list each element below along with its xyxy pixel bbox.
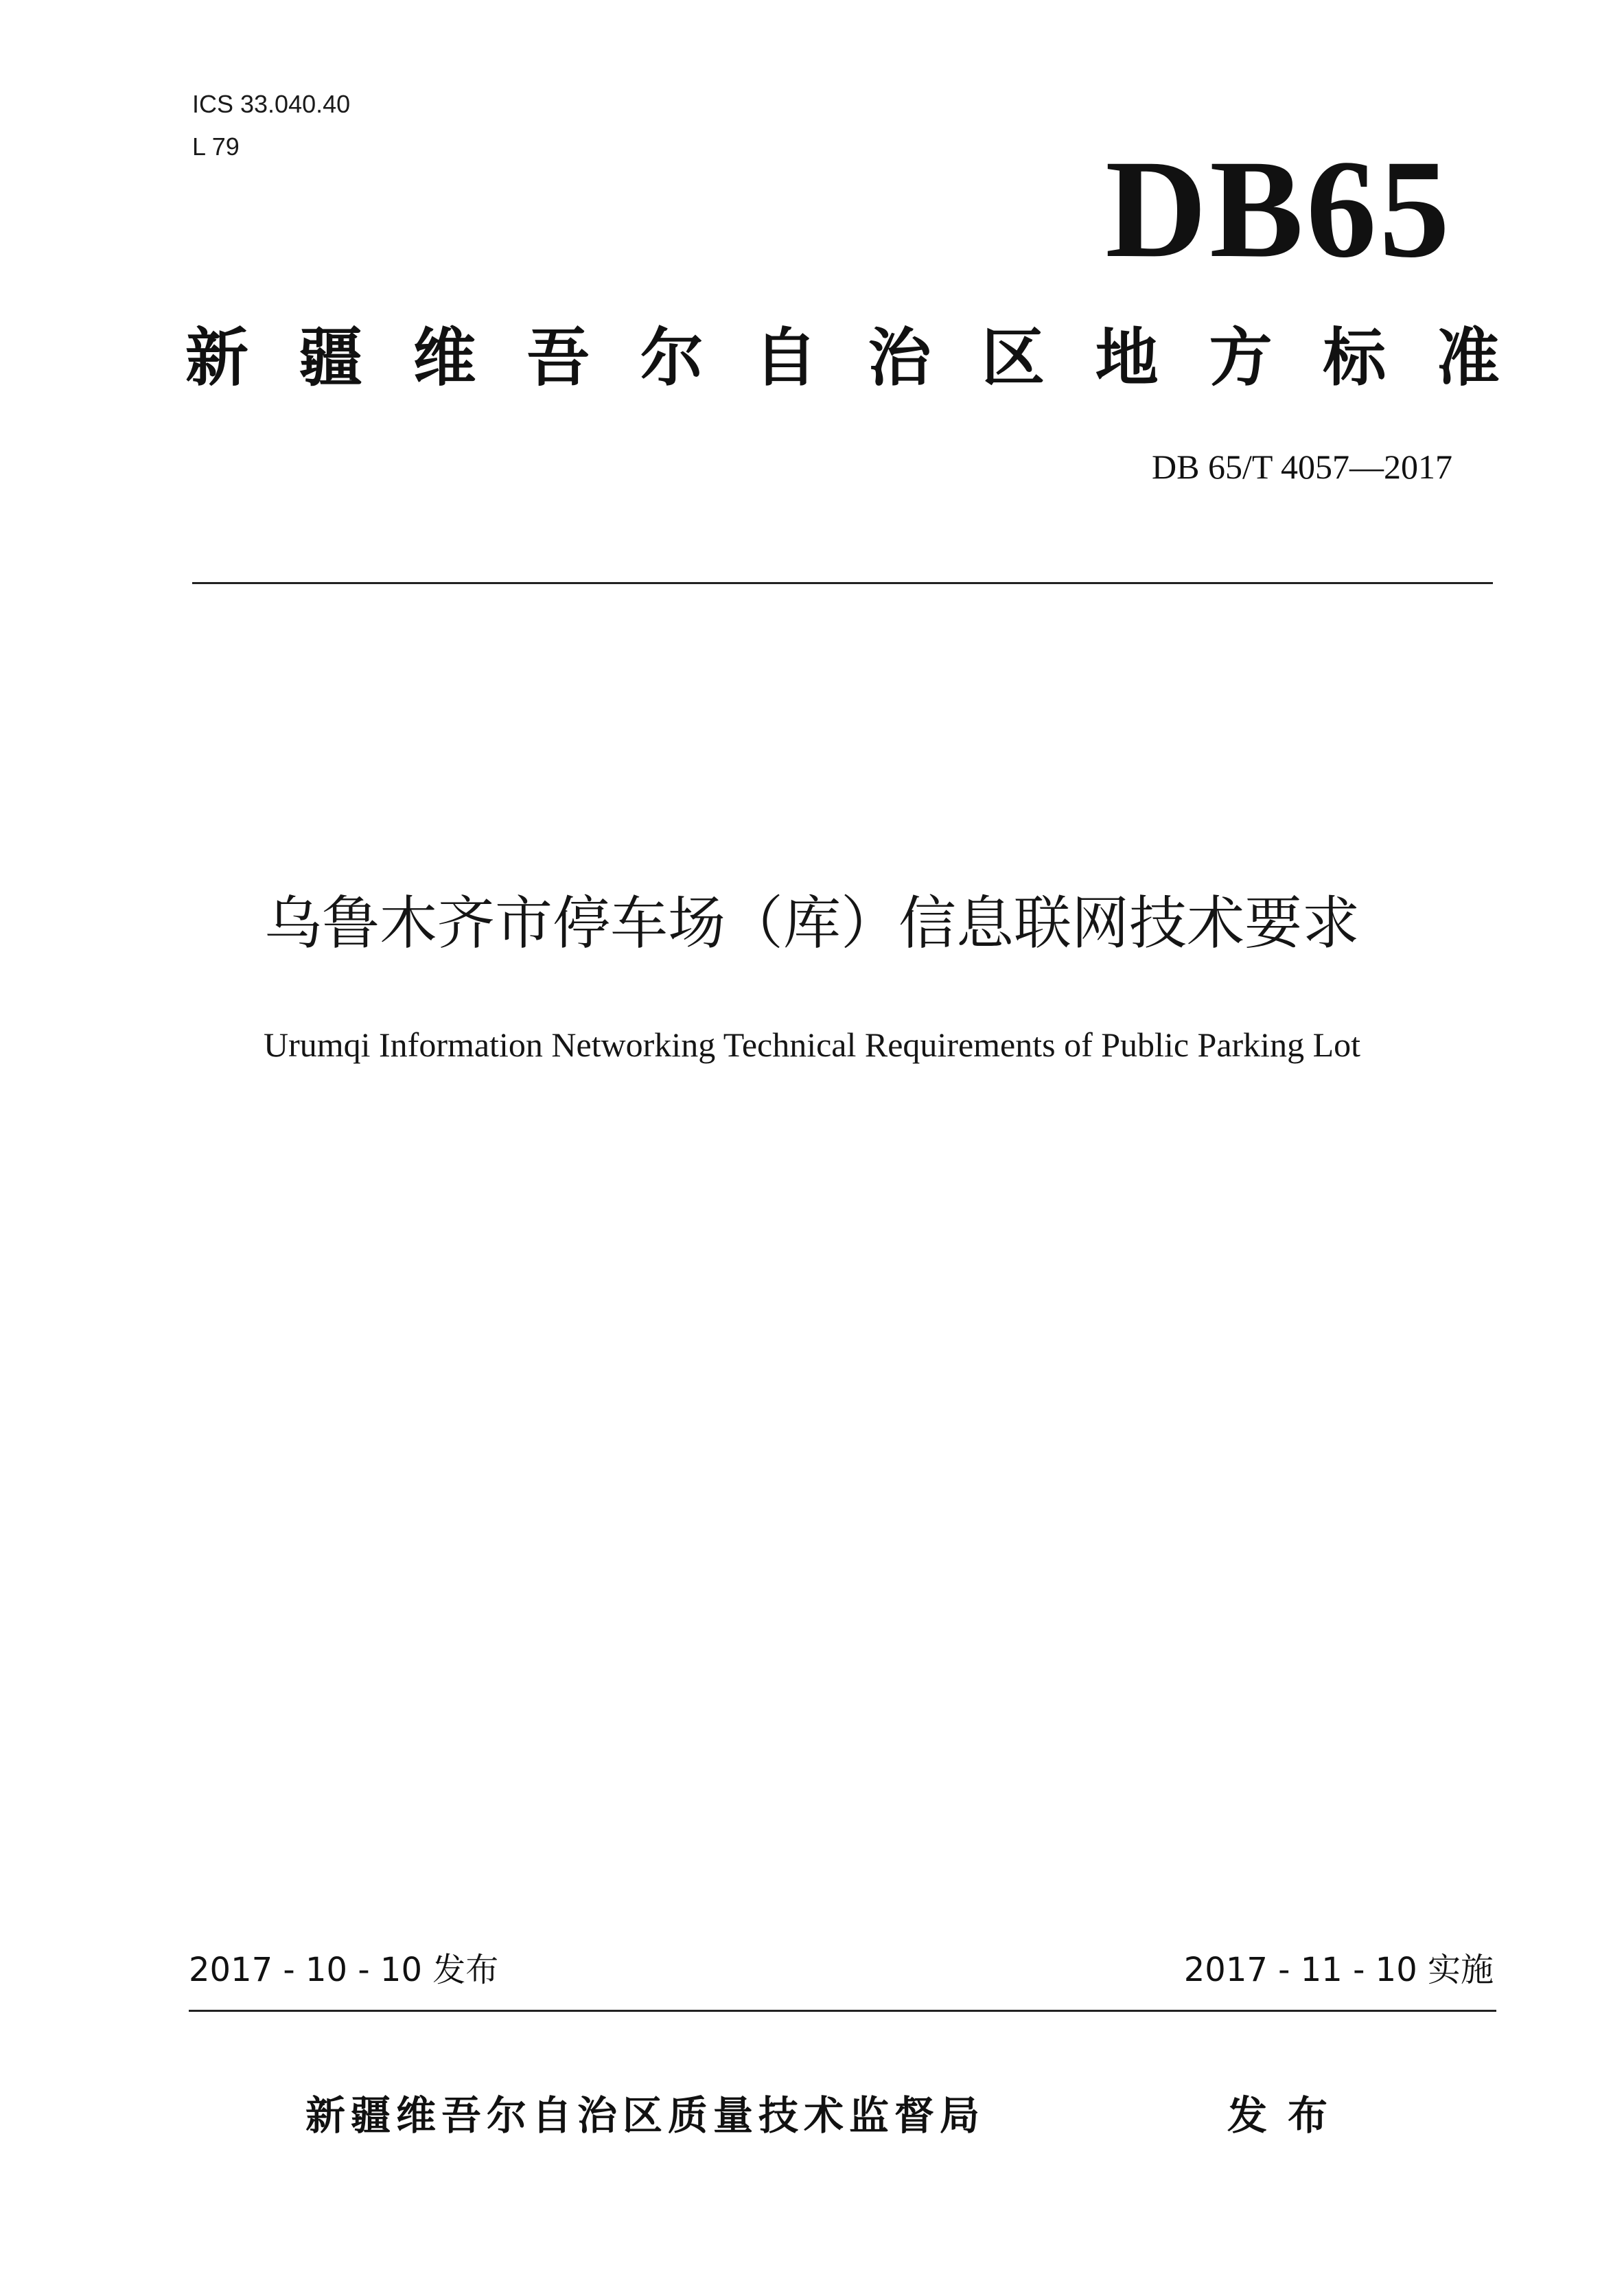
standard-type-char: 疆 — [299, 321, 362, 395]
header-divider — [192, 582, 1493, 584]
issue-date: 2017 - 10 - 10 发布 — [189, 1951, 499, 1989]
standard-type-char: 方 — [1209, 321, 1273, 395]
standard-type-char: 治 — [868, 321, 931, 395]
standard-type-char: 吾 — [526, 321, 590, 395]
standard-type-char: 新 — [185, 321, 249, 395]
standard-type-char: 自 — [754, 321, 817, 395]
standard-number: DB 65/T 4057—2017 — [1152, 448, 1452, 486]
standard-type-char: 准 — [1436, 321, 1500, 395]
publish-label: 发布 — [1227, 2092, 1349, 2139]
standard-code-mark: DB65 — [1105, 131, 1452, 287]
standard-type-heading — [185, 317, 1500, 399]
standard-type-char: 标 — [1323, 321, 1387, 395]
standard-type-char: 区 — [982, 321, 1045, 395]
footer-divider — [189, 2010, 1496, 2012]
publisher-name: 新疆维吾尔自治区质量技术监督局 — [305, 2092, 986, 2139]
document-title-zh: 乌鲁木齐市停车场（库）信息联网技术要求 — [264, 890, 1360, 957]
ics-code: ICS 33.040.40 — [192, 90, 351, 118]
document-title-en: Urumqi Information Networking Technical Requirements of Public Parking Lot — [263, 1025, 1361, 1064]
standard-type-char: 地 — [1095, 321, 1159, 395]
standard-type-char: 尔 — [640, 321, 704, 395]
implementation-date: 2017 - 11 - 10 实施 — [1183, 1951, 1494, 1989]
ccs-code: L 79 — [192, 132, 240, 161]
standard-type-char: 维 — [413, 321, 476, 395]
